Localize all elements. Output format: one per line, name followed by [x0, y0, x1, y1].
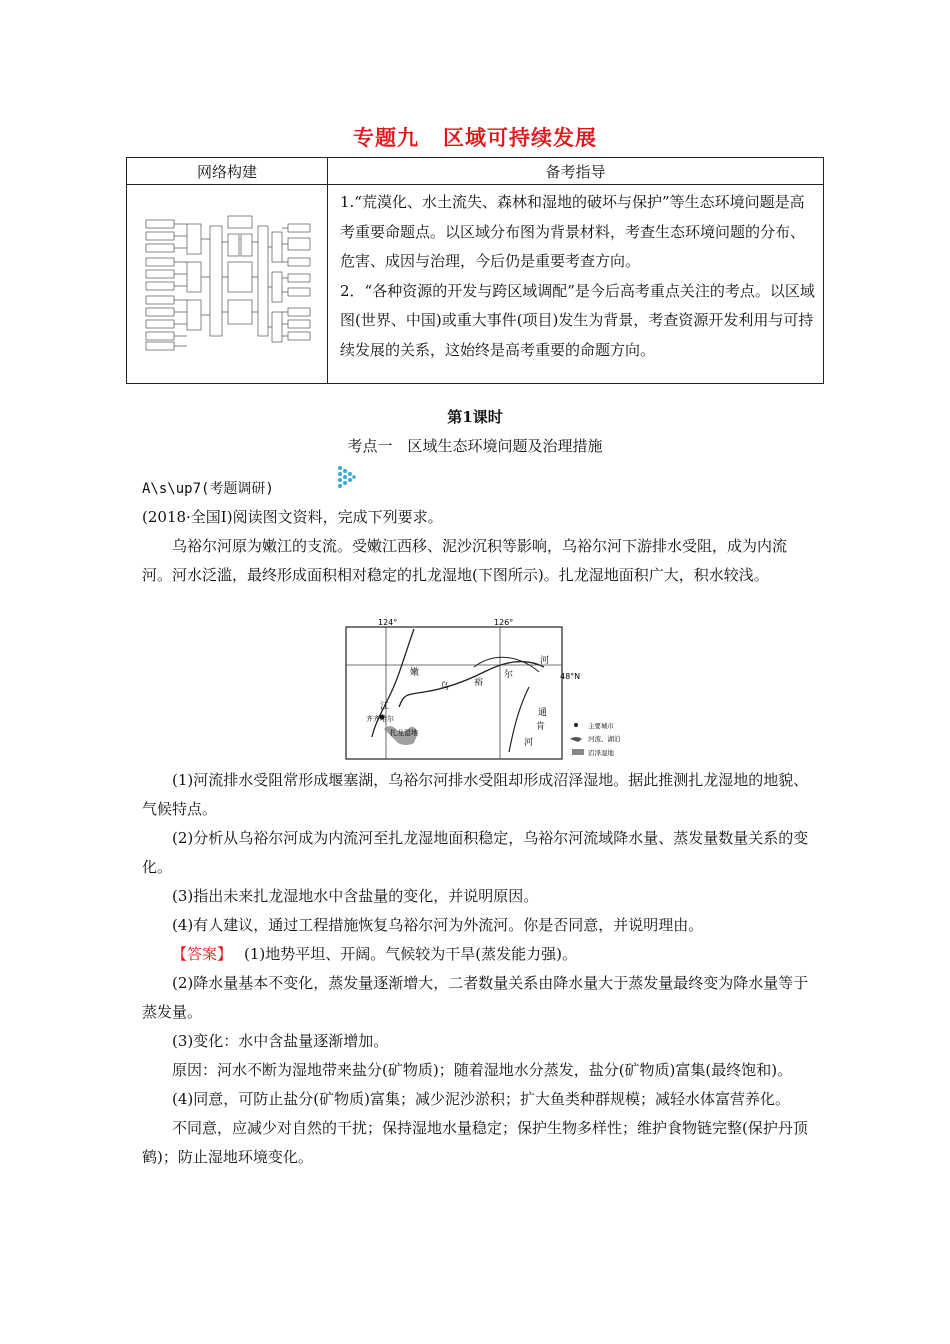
zhalong-wetland-map — [344, 617, 644, 762]
answer-4-agree: (4)同意，可防止盐分(矿物质)富集；减少泥沙淤积；扩大鱼类种群规模；减轻水体富营养化。 — [172, 1090, 790, 1108]
lon-label-2: 126° — [494, 618, 514, 627]
question-3: (3)指出未来扎龙湿地水中含盐量的变化，并说明原因。 — [172, 887, 539, 905]
map-label-ken: 肯 — [536, 722, 546, 732]
page-title — [0, 122, 950, 152]
map-label-yu: 裕 — [474, 678, 484, 688]
answer-3-reason: 原因：河水不断为湿地带来盐分(矿物质)；随着湿地水分蒸发，盐分(矿物质)富集(最终饱和)。 — [172, 1061, 793, 1079]
map-label-he2: 河 — [524, 738, 534, 748]
map-label-jiang: 江 — [380, 702, 390, 712]
question-source: (2018·全国Ⅰ)阅读图文资料，完成下列要求。 — [142, 508, 443, 526]
guide-header: 备考指导 — [328, 158, 824, 185]
map-label-qiqihar: 齐齐哈尔 — [366, 715, 394, 723]
answer-1: (1)地势平坦、开阔。气候较为干旱(蒸发能力强)。 — [244, 945, 577, 963]
wuyuer-river — [399, 662, 544, 707]
lon-label-1: 124° — [378, 618, 398, 627]
guide-table — [126, 157, 824, 384]
lesson-title: 第1课时 — [447, 408, 503, 426]
legend-wetland: 沼泽湿地 — [588, 749, 614, 757]
answer-1-line — [142, 940, 812, 969]
answer-4-disagree: 不同意，应减少对自然的干扰；保持湿地水量稳定；保护生物多样性；维护食物链完整(保护丹顶鹤)；防止湿地环境变化。 — [142, 1119, 808, 1166]
chevron-right-icon — [336, 464, 356, 494]
question-intro: 乌裕尔河原为嫩江的支流。受嫩江西移、泥沙沉积等影响，乌裕尔河下游排水受阻，成为内流河。河水泛滥，最终形成面积相对稳定的扎龙湿地(下图所示)。扎龙湿地面积广大，积水较浅。 — [142, 537, 788, 584]
legend-river-icon — [570, 737, 582, 742]
question-tag: A\s\up7(考题调研) — [142, 481, 274, 497]
section-title: 考点一 区域生态环境问题及治理措施 — [347, 437, 603, 455]
network-header: 网络构建 — [127, 158, 328, 185]
network-diagram-cell — [127, 185, 328, 384]
title-topic-name: 区域可持续发展 — [443, 126, 597, 150]
answer-2: (2)降水量基本不变化，蒸发量逐渐增大，二者数量关系由降水量大于蒸发量最终变为降水量等于蒸发量。 — [142, 974, 809, 1021]
guide-item-1: 1.“荒漠化、水土流失、森林和湿地的破坏与保护”等生态环境问题是高考重要命题点。以区域分布图为背景材料，考查生态环境问题的分布、危害、成因与治理，今后仍是重要考查方向。 — [340, 193, 806, 270]
question-2: (2)分析从乌裕尔河成为内流河至扎龙湿地面积稳定，乌裕尔河流域降水量、蒸发量数量关系的变化。 — [142, 829, 809, 876]
map-label-wu: 乌 — [440, 682, 450, 692]
legend-city-icon — [574, 723, 578, 727]
guide-content-cell — [328, 185, 824, 384]
map-label-er: 尔 — [504, 670, 514, 680]
question-4: (4)有人建议，通过工程措施恢复乌裕尔河为外流河。你是否同意，并说明理由。 — [172, 916, 704, 934]
question-1: (1)河流排水受阻常形成堰塞湖，乌裕尔河排水受阻却形成沼泽湿地。据此推测扎龙湿地的地貌、气候特点。 — [142, 771, 809, 818]
legend-river: 河流、湖泊 — [588, 735, 621, 743]
answer-3-change: (3)变化：水中含盐量逐渐增加。 — [172, 1032, 389, 1050]
network-diagram-image — [142, 212, 312, 352]
lat-label: 48°N — [560, 672, 581, 681]
guide-item-2: 2．“各种资源的开发与跨区域调配”是今后高考重点关注的考点。以区域图(世界、中国)或重大事件(项目)发生为背景，考查资源开发利用与可持续发展的关系，这始终是高考重要的命题方向。 — [340, 281, 815, 359]
map-label-he: 河 — [540, 656, 550, 666]
title-topic-number: 专题九 — [353, 126, 419, 150]
map-label-tong: 通 — [538, 708, 548, 718]
answer-label: 【答案】 — [172, 945, 233, 963]
question-block — [142, 503, 812, 590]
legend-city: 主要城市 — [588, 722, 614, 730]
map-label-nen: 嫩 — [410, 668, 420, 678]
legend-wetland-icon — [572, 749, 584, 755]
map-label-zhalong: 扎龙湿地 — [390, 729, 418, 737]
questions-and-answers — [142, 766, 812, 1172]
